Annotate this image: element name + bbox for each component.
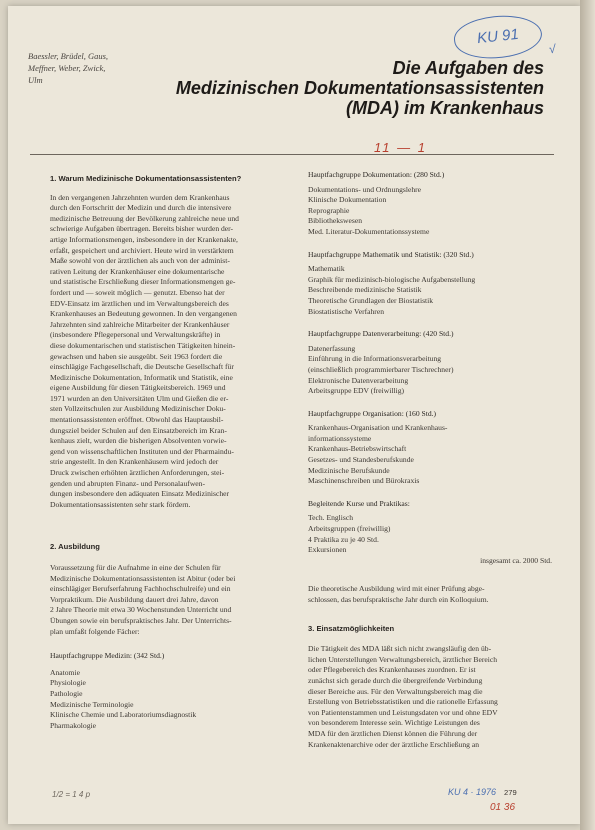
text-line: gewachsen und haben sie ausgeübt. Seit 1963 fordert die (50, 351, 223, 361)
text-line: Medizinische Terminologie (50, 699, 134, 709)
text-line: schwierige Aufgaben übertragen. Bereits bisher wurden der- (50, 224, 234, 234)
text-line: Medizinische Dokumentation, Informatik und Statistik, eine (50, 372, 233, 382)
archive-stamp: KU 91 (452, 12, 544, 63)
text-line: Maschinenschreiben und Bürokraxis (308, 476, 420, 486)
text-line: Gesetzes- und Standesberufskunde (308, 455, 414, 465)
section-heading-2: 2. Ausbildung (50, 542, 100, 552)
author-line: Meffner, Weber, Zwick, (28, 63, 106, 73)
author-line: Baessler, Brüdel, Gaus, (28, 51, 109, 61)
text-line: schlossen, das berufspraktische Jahr durch ein Kolloquium. (308, 595, 489, 604)
text-line: Klinische Chemie und Laboratoriumsdiagnostik (50, 710, 197, 720)
text-line: rativen Leitung der Krankenhäuser eine dokumentarische (50, 266, 225, 276)
group-doku-heading: Hauptfachgruppe Dokumentation: (280 Std.) (308, 170, 445, 179)
section-2-body (50, 563, 282, 637)
group-org-list (308, 423, 552, 487)
text-line: 4 Praktika zu je 40 Std. (308, 534, 379, 544)
section-1-body (50, 193, 282, 511)
text-line: kenhaus zielt, wurden die bisherigen Absolventen vorwie- (50, 436, 227, 446)
text-line: eigene Ausbildung für diesen Tätigkeitsbereich. 1969 und (50, 383, 226, 393)
text-line: Beschreibende medizinische Statistik (308, 285, 422, 295)
text-line: Exkursionen (308, 545, 347, 555)
text-line: gend von wissenschaftlichen Instituten und der Pharmaindu- (50, 446, 234, 456)
text-line: sten Vollzeitschulen zur Ausbildung Medizinischer Doku- (50, 404, 226, 414)
text-line: 2 Jahre Theorie mit etwa 30 Wochenstunden Unterricht und (50, 605, 232, 615)
article-title (124, 58, 544, 118)
text-line: Theoretische Grundlagen der Biostatistik (308, 295, 434, 305)
header-divider (30, 154, 554, 155)
text-line: von besonderem Interesse sein. Wichtige Leistungen des (308, 718, 480, 728)
text-line: Voraussetzung für die Aufnahme in eine der Schulen für (50, 563, 221, 572)
text-line: dieser Bereiche aus. Für den Verwaltungsbereich mag die (308, 686, 483, 696)
group-math-list (308, 264, 552, 317)
text-line: genden und abrupten Finanz- und Personalaufwen- (50, 478, 205, 488)
text-line: Arbeitsgruppe EDV (freiwillig) (308, 386, 405, 396)
text-line: In den vergangenen Jahrzehnten wurden dem Krankenhaus (50, 192, 230, 202)
text-line: Anatomie (50, 667, 80, 677)
section-heading-1: 1. Warum Medizinische Dokumentationsassistenten? (50, 174, 242, 183)
title-line: (MDA) im Krankenhaus (345, 98, 544, 118)
text-line: fordert und — soweit möglich — genutzt. Ebenso hat der (50, 287, 225, 297)
bottom-scribble: 1/2 = 1 4 p (52, 790, 91, 799)
text-line: EDV-Einsatz im ärztlichen und im Verwaltungsbereich des (50, 298, 229, 308)
text-line: artige Informationsmengen, insbesondere in der Krankenakte, (50, 234, 238, 244)
text-line: Einführung in die Informationsverarbeitung (308, 354, 442, 364)
text-line: Krankenaktenarchive oder der ärztliche Erschließung an (308, 739, 479, 749)
check-mark-icon: √ (549, 42, 556, 56)
text-line: Vorpraktikum. Die Ausbildung dauert drei Jahre, davon (50, 594, 219, 604)
text-line: Übungen sowie ein berufspraktisches Jahr. Der Unterrichts- (50, 615, 232, 625)
text-line: MDA für den ärztlichen Dienst können die Führung der (308, 728, 478, 738)
text-line: einschlägiger Berufserfahrung Fachhochschulreife) und ein (50, 584, 231, 594)
handwritten-code: 01 36 (490, 802, 516, 813)
text-line: Reprographie (308, 205, 350, 215)
text-line: strie angestellt. In den Krankenhäusern wird jedoch der (50, 457, 219, 467)
author-list (28, 50, 138, 86)
page-number: 279 (504, 788, 517, 797)
text-line: erfaßt, gespeichert und archiviert. Heute wird in verstärktem (50, 245, 234, 255)
footer-reference (448, 787, 517, 797)
text-line: Klinische Dokumentation (308, 195, 387, 205)
text-line: lichen Unterstellungen Verwaltungsbereich, ärztlicher Bereich (308, 654, 497, 664)
text-line: mentationsassistenten eröffnet. Obwohl das Hauptausbil- (50, 415, 224, 425)
text-line: Biostatistische Verfahren (308, 306, 384, 316)
text-line: Maße sowohl von der ärztlichen als auch von der administ- (50, 256, 230, 266)
text-line: oder Pflegebereich des Krankenhauses zuordnen. Er ist (308, 665, 476, 675)
text-line: Graphik für medizinisch-biologische Aufgabenstellung (308, 274, 476, 284)
total-hours: insgesamt ca. 2000 Std. (480, 555, 552, 565)
text-line: Med. Literatur-Dokumentationssysteme (308, 226, 430, 236)
text-line: Die theoretische Ausbildung wird mit einer Prüfung abge- (308, 584, 485, 594)
handwritten-annotation: 11 — 1 (374, 140, 427, 155)
text-line: Physiologie (50, 678, 86, 688)
group-doku-list (308, 185, 552, 238)
text-line: Mathematik (308, 264, 345, 274)
text-line: plan umfaßt folgende Fächer: (50, 626, 140, 636)
text-line: medizinische Betreuung der Bevölkerung zahlreiche neue und (50, 213, 239, 223)
text-line: diese dokumentarischen und statistischen Tätigkeiten hinein- (50, 340, 236, 350)
text-line: von Patientenstammen und Leistungsdaten vor und ohne EDV (308, 707, 498, 717)
text-line: durch den Fortschritt der Medizin und durch die intensivere (50, 203, 232, 213)
title-line: Medizinischen Dokumentationsassistenten (175, 78, 544, 98)
text-line: und statistische Erschließung dieser Informationsmengen ge- (50, 277, 236, 287)
text-line: informationssysteme (308, 433, 372, 443)
group-dv-list (308, 344, 552, 397)
right-column (308, 170, 552, 750)
text-line: Die Tätigkeit des MDA läßt sich nicht zwangsläufig den üb- (308, 644, 492, 654)
section-heading-3: 3. Einsatzmöglichkeiten (308, 623, 395, 633)
text-line: Medizinische Dokumentationsassistenten ist Abitur (oder bei (50, 573, 236, 583)
text-line: Medizinische Berufskunde (308, 465, 390, 475)
author-line: Ulm (28, 75, 43, 85)
text-line: Jahrzehnten sind zahlreiche Mitarbeiter der Krankenhäuser (50, 319, 230, 329)
text-line: Bibliothekswesen (308, 216, 362, 226)
text-line: Krankenhaus-Betriebswirtschaft (308, 444, 407, 454)
left-column (50, 174, 282, 731)
text-line: Krankenhaus-Organisation und Krankenhaus- (308, 423, 448, 433)
text-line: einschlägige Fachgesellschaft, die Deutsche Gesellschaft für (50, 362, 234, 372)
text-line: Druck zwischen erhöhten ärztlichen Anforderungen, stei- (50, 468, 225, 478)
section-3-body (308, 644, 552, 750)
text-line: Datenerfassung (308, 343, 356, 353)
text-line: Erstellung von Betriebsstatistiken und die rationelle Erfassung (308, 697, 498, 707)
group-kurse-list (308, 513, 552, 555)
text-line: Krankenhauses an Bedeutung gewonnen. In den vergangenen (50, 309, 237, 319)
text-line: dungen insbesondere den adäquaten Einsatz Medizinischer (50, 489, 230, 499)
text-line: dungsziel beider Schulen auf den Einsatzbereich im Kran- (50, 425, 227, 435)
text-line: Arbeitsgruppen (freiwillig) (308, 524, 391, 534)
group-math-heading: Hauptfachgruppe Mathematik und Statistik: (320 Std.) (308, 249, 474, 259)
document-page (8, 6, 580, 824)
text-line: Pathologie (50, 688, 83, 698)
section-2-continuation (308, 584, 552, 605)
page-edge-shadow (580, 0, 595, 830)
group-medizin-list (50, 668, 282, 732)
group-kurse-heading: Begleitende Kurse und Praktikas: (308, 498, 410, 508)
text-line: Dokumentations- und Ordnungslehre (308, 184, 422, 194)
group-org-heading: Hauptfachgruppe Organisation: (160 Std.) (308, 408, 437, 418)
group-dv-heading: Hauptfachgruppe Datenverarbeitung: (420 Std.) (308, 329, 454, 339)
handwritten-reference: KU 4 · 1976 (448, 787, 497, 797)
text-line: Pharmakologie (50, 720, 96, 730)
text-line: zunächst sich gerade durch die übergreifende Verbindung (308, 675, 483, 685)
title-line: Die Aufgaben des (392, 58, 544, 78)
text-line: Elektronische Datenverarbeitung (308, 375, 409, 385)
text-line: 1971 wurden an den Universitäten Ulm und Gießen die er- (50, 393, 229, 403)
text-line: Tech. Englisch (308, 513, 354, 523)
text-line: (insbesondere Pflegepersonal und Verwaltungskräfte) in (50, 330, 221, 340)
group-medizin-heading: Hauptfachgruppe Medizin: (342 Std.) (50, 651, 165, 661)
text-line: Dokumentationsassistenten sehr stark fördern. (50, 499, 191, 509)
text-line: (einschließlich programmierbarer Tischrechner) (308, 364, 454, 374)
